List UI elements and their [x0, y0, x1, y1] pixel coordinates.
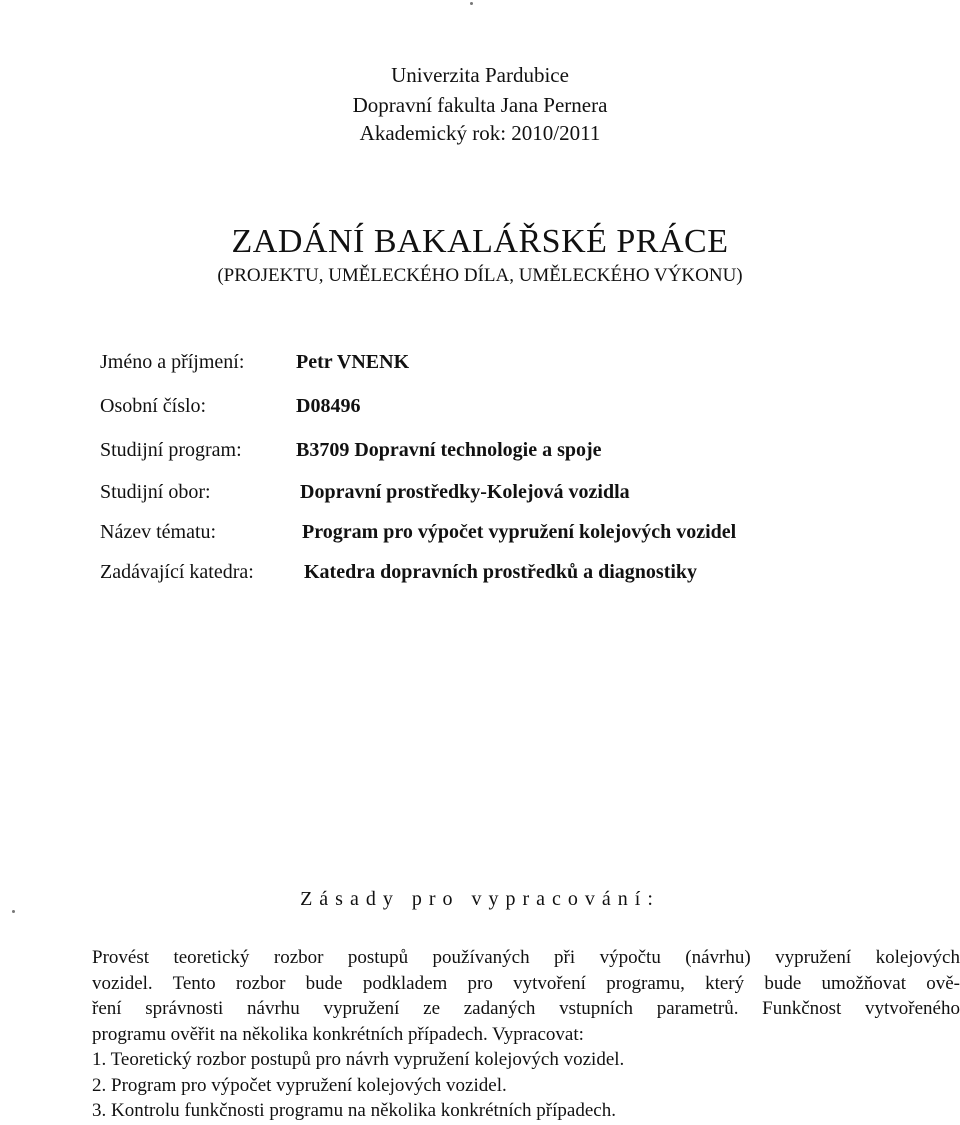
info-value: Katedra dopravních prostředků a diagnostiky: [304, 561, 698, 583]
info-value: Petr VNENK: [296, 351, 410, 373]
list-item: 3. Kontrolu funkčnosti programu na několika konkrétních případech.: [92, 1100, 616, 1121]
info-value: B3709 Dopravní technologie a spoje: [296, 439, 602, 461]
university-name: Univerzita Pardubice: [391, 63, 569, 87]
guidelines-heading: Zásady pro vypracování:: [300, 888, 660, 910]
paragraph-line: ření správnosti návrhu vypružení ze zadaných vstupních parametrů. Funkčnost vytvořeného: [92, 998, 960, 1019]
info-label: Studijní obor:: [100, 481, 211, 503]
paragraph-line: Provést teoretický rozbor postupů používaných při výpočtu (návrhu) vypružení kolejových: [92, 947, 960, 968]
info-label: Jméno a příjmení:: [100, 351, 245, 373]
scan-speck: [470, 2, 473, 5]
document-subtitle: (PROJEKTU, UMĚLECKÉHO DÍLA, UMĚLECKÉHO VÝKONU): [217, 265, 743, 286]
info-value: D08496: [296, 395, 361, 417]
info-label: Název tématu:: [100, 521, 217, 543]
faculty-name: Dopravní fakulta Jana Pernera: [352, 93, 608, 117]
info-value: Dopravní prostředky-Kolejová vozidla: [300, 481, 630, 503]
scan-speck: [12, 910, 15, 913]
paragraph-line: vozidel. Tento rozbor bude podkladem pro vytvoření programu, který bude umožňovat ově-: [92, 972, 960, 994]
paragraph-line: programu ověřit na několika konkrétních případech. Vypracovat:: [92, 1023, 584, 1045]
list-item: 2. Program pro výpočet vypružení kolejových vozidel.: [92, 1074, 507, 1096]
info-label: Osobní číslo:: [100, 395, 207, 417]
guidelines-paragraph: [92, 945, 960, 1047]
academic-year: Akademický rok: 2010/2011: [359, 121, 601, 145]
list-item: 1. Teoretický rozbor postupů pro návrh vypružení kolejových vozidel.: [92, 1049, 625, 1070]
info-value: Program pro výpočet vypružení kolejových vozidel: [302, 521, 737, 543]
document-title: ZADÁNÍ BAKALÁŘSKÉ PRÁCE: [231, 223, 729, 260]
guidelines-list: [92, 1047, 624, 1124]
info-label: Zadávající katedra:: [100, 561, 254, 583]
info-label: Studijní program:: [100, 439, 242, 461]
